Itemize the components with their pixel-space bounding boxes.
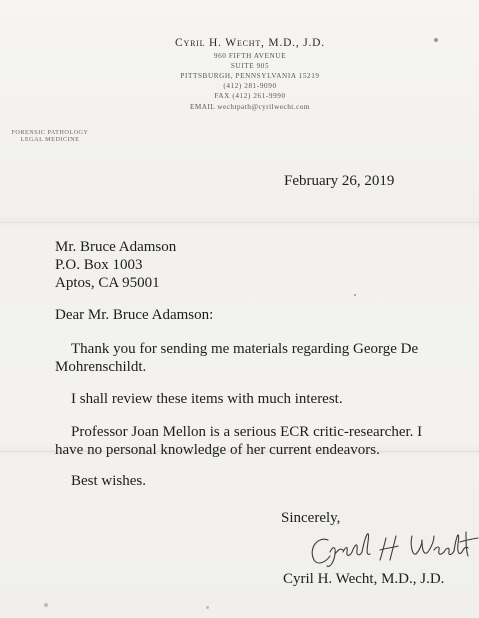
recipient-city: Aptos, CA 95001 bbox=[55, 275, 160, 291]
recipient-street: P.O. Box 1003 bbox=[55, 257, 143, 273]
letterhead-phone: (412) 281-9090 bbox=[223, 82, 277, 91]
letterhead-email: EMAIL wechtpath@cyrilwecht.com bbox=[190, 102, 310, 111]
paper-speck bbox=[434, 38, 438, 42]
paragraph bbox=[71, 472, 146, 490]
side-specialty: FORENSIC PATHOLOGY bbox=[11, 129, 89, 136]
paragraph-line: Thank you for sending me materials regarding George De bbox=[71, 341, 419, 357]
recipient-name: Mr. Bruce Adamson bbox=[55, 239, 177, 255]
letter-date: February 26, 2019 bbox=[284, 173, 395, 189]
letterhead-city: PITTSBURGH, PENNSYLVANIA 15219 bbox=[180, 71, 320, 80]
paragraph-line: Professor Joan Mellon is a serious ECR critic-researcher. I bbox=[71, 424, 423, 440]
letterhead-suite: SUITE 905 bbox=[230, 61, 270, 70]
paragraph bbox=[55, 423, 422, 459]
paragraph-line: Best wishes. bbox=[71, 473, 146, 489]
salutation: Dear Mr. Bruce Adamson: bbox=[55, 307, 214, 323]
recipient-address bbox=[55, 238, 176, 292]
paper-speck bbox=[354, 294, 356, 296]
paragraph-line: Mohrenschildt. bbox=[55, 359, 147, 375]
paragraph bbox=[55, 340, 418, 376]
side-specialties bbox=[6, 129, 94, 144]
paragraph bbox=[71, 390, 343, 408]
closing: Sincerely, bbox=[281, 510, 341, 526]
paragraph-line: I shall review these items with much interest. bbox=[71, 391, 343, 407]
letterhead-name: Cyril H. Wecht, M.D., J.D. bbox=[175, 37, 325, 49]
letterhead-fax: FAX (412) 261-9990 bbox=[214, 92, 286, 101]
letterhead-street: 960 FIFTH AVENUE bbox=[213, 51, 287, 60]
side-specialty: LEGAL MEDICINE bbox=[20, 136, 80, 144]
letterhead bbox=[130, 38, 370, 111]
paragraph-line: have no personal knowledge of her current endeavors. bbox=[55, 442, 380, 458]
paper-speck bbox=[44, 603, 48, 607]
paper-speck bbox=[206, 606, 209, 609]
handwritten-signature bbox=[300, 522, 479, 572]
paper-fold bbox=[0, 222, 479, 223]
signer-name: Cyril H. Wecht, M.D., J.D. bbox=[283, 571, 445, 587]
